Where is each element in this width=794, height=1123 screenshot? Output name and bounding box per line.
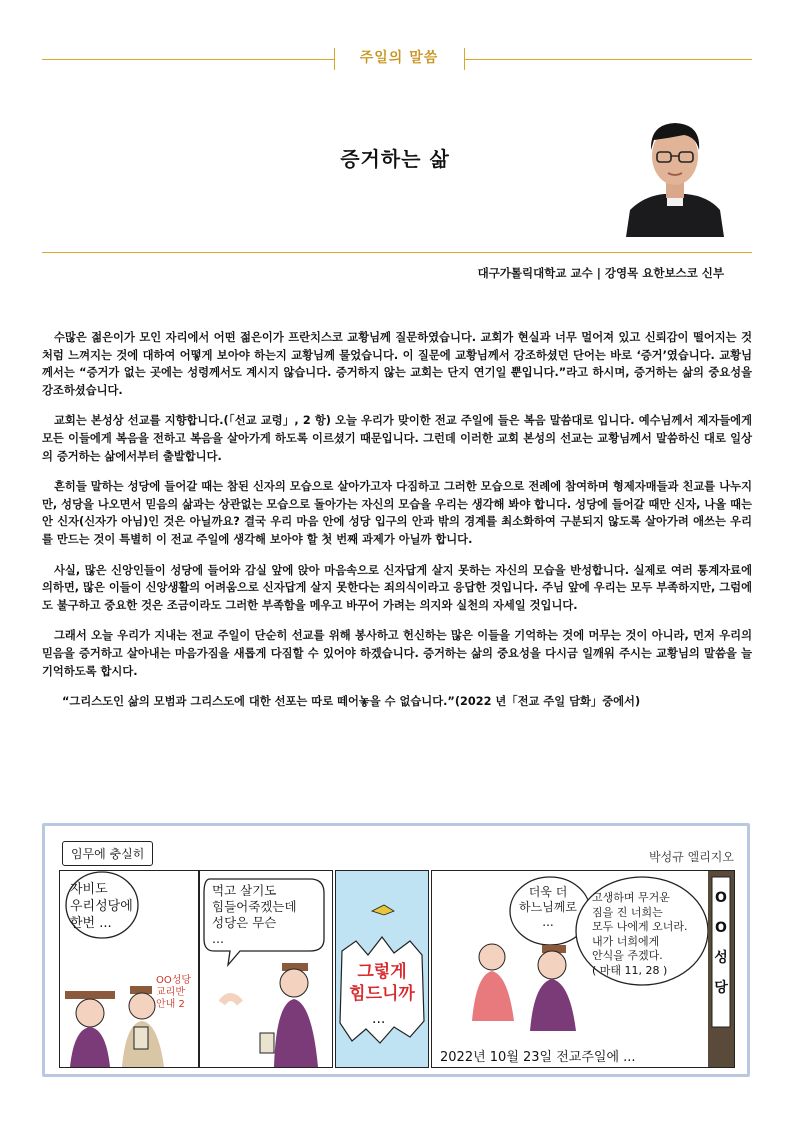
paragraph-4: 사실, 많은 신앙인들이 성당에 들어와 감실 앞에 앉아 마음속으로 신자답게 살지 못하는 자신의 모습을 반성합니다. 실제로 여러 통계자료에 의하면, 많은 이들이 신앙생활의 어려움으로 신자답게 살지 못한다는 죄의식이라고 응답한 것입니다. 주님 앞에 우리는 모두 부족하지만, 그럼에도 불구하고 중요한 것은 조금이라도 그러한 부족함을 메우고 바꾸어 가려는 의지와 실천의 자세일 것입니다. xyxy=(42,563,752,612)
cartoon-caption: 2022년 10월 23일 전교주일에 ... xyxy=(440,1050,636,1065)
author-byline: 대구가톨릭대학교 교수 | 강영목 요한보스코 신부 xyxy=(477,266,724,280)
cartoon-author: 박성규 엘리지오 xyxy=(649,850,734,864)
header-rule-right xyxy=(464,59,752,60)
cartoon-title: 임무에 충실히 xyxy=(62,841,153,866)
panel2-bubble: 먹고 살기도 힘들어죽겠는데 성당은 무슨 ... xyxy=(212,883,297,946)
paragraph-3: 흔히들 말하는 성당에 들어갈 때는 참된 신자의 모습으로 살아가고자 다짐하고 그러한 모습으로 전례에 참여하며 형제자매들과 친교를 나누지만, 성당을 나오면서 믿음의 삶과는 상관없는 모습으로 돌아가는 자신의 모습을 우리는 생각해 봐야 합니다. 성당에 들어갈 때만 신자, 나올 때는 안 신자(신자가 아님)인 것은 아닐까요? 결국 우리 마음 안에 성당 입구의 안과 밖의 경계를 최소화하여 구분되지 않도록 살아가려 애쓰는 우리를 만드는 것이 특별히 이 전교 주일에 생각해 보아야 할 첫 번째 과제가 아닐까 합니다. xyxy=(42,480,752,546)
closing-quote: “그리스도인 삶의 모범과 그리스도에 대한 선포는 따로 떼어놓을 수 없습니다.”(2022 년「전교 주일 담화」중에서) xyxy=(62,695,641,709)
author-portrait xyxy=(624,110,726,237)
panel3-shout: 그렇게 힘드니까 xyxy=(349,962,415,1004)
cartoon-panel-2 xyxy=(199,870,333,1068)
section-title: 주일의 말씀 xyxy=(359,50,439,66)
cartoon-panel-3 xyxy=(335,870,429,1068)
cartoon-panel-4 xyxy=(431,870,735,1068)
cartoon-panel-1 xyxy=(59,870,199,1068)
title-separator xyxy=(42,252,752,253)
panel3-dots: ... xyxy=(372,1011,386,1027)
article-title: 증거하는 삶 xyxy=(340,147,450,171)
paragraph-1: 수많은 젊은이가 모인 자리에서 어떤 젊은이가 프란치스코 교황님께 질문하였습니다. 교회가 현실과 너무 멀어져 있고 신뢰감이 떨어지는 것처럼 느껴지는 것에 대하여 어떻게 보아야 하는지 교황님께 물었습니다. 이 질문에 교황님께서 강조하셨던 단어는 바로 ‘증거’였습니다. 교황님께서는 “증거가 없는 곳에는 성령께서도 계시지 않습니다. 증거하지 않는 교회는 단지 연기일 뿐입니다.”라고 하시며, 증거하는 삶의 중요성을 강조하셨습니다. xyxy=(42,331,752,397)
paragraph-5: 그래서 오늘 우리가 지내는 전교 주일이 단순히 선교를 위해 봉사하고 헌신하는 많은 이들을 기억하는 것에 머무는 것이 아니라, 먼저 우리의 믿음을 증거하고 살아내는 마음가짐을 새롭게 다짐할 수 있어야 하겠습니다. 증거하는 삶의 중요성을 다시금 일깨워 주시는 교황님의 말씀을 늘 기억하도록 합시다. xyxy=(42,629,752,678)
panel1-bubble: 자비도 우리성당에 한번 ... xyxy=(70,882,133,931)
panel4-bubble-right: 고생하며 무거운 짐을 진 너희는 모두 나에게 오너라. 내가 너희에게 안식을 주겠다. ( 마태 11, 28 ) xyxy=(592,891,688,977)
panel4-bubble-left: 더욱 더 하느님께로 ... xyxy=(519,885,577,929)
header-rule-left xyxy=(42,59,334,60)
paragraph-2: 교회는 본성상 선교를 지향합니다.(「선교 교령」, 2 항) 오늘 우리가 맞이한 전교 주일에 들은 복음 말씀대로 입니다. 예수님께서 제자들에게 모든 이들에게 복음을 전하고 복음을 살아가게 하도록 이르셨기 때문입니다. 그런데 이러한 교회 본성의 선교는 교황님께서 말씀하신 대로 일상의 증거하는 삶에서부터 출발합니다. xyxy=(42,414,752,463)
panel1-sign: OO성당 교리반 안내 2 xyxy=(156,975,192,1010)
article-body xyxy=(42,329,752,724)
church-sign: O O 성 당 xyxy=(714,890,728,996)
